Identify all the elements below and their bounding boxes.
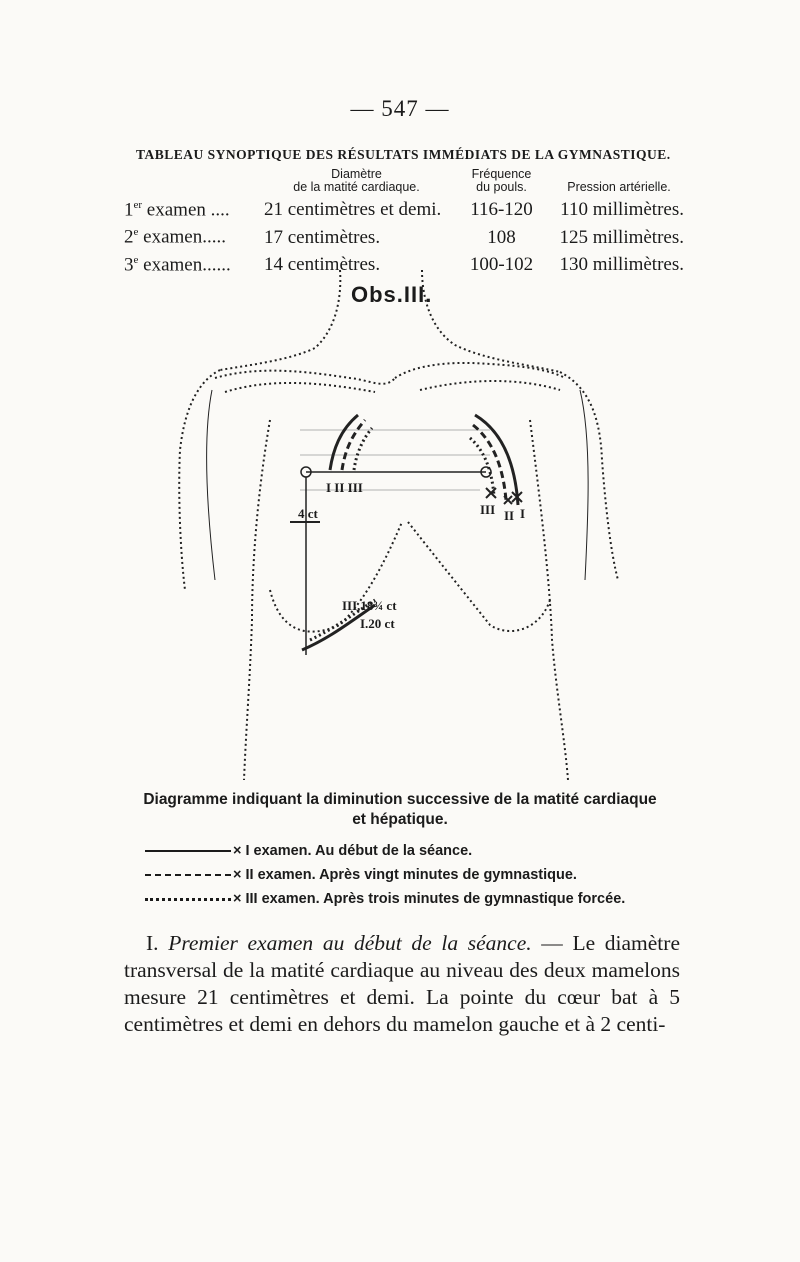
- solid-line-sample: [145, 850, 231, 852]
- header-pressure: Pression artérielle.: [567, 180, 671, 194]
- header-diameter: Diamètre de la matité cardiaque.: [293, 167, 420, 194]
- heart-right-border-1: [475, 415, 518, 505]
- table-header-row: [124, 168, 684, 194]
- right-costal-margin: [408, 522, 550, 631]
- dotted-line-sample: [145, 898, 231, 901]
- table-row: 1er examen .... 21 centimètres et demi. 116-120 110 millimètres.: [124, 199, 684, 221]
- neck-left-outline: [220, 270, 340, 370]
- legend-item-1: × I examen. Au début de la séance.: [145, 843, 705, 859]
- body-paragraph: I. Premier examen au début de la séance. — Le diamètre transversal de la matité cardiaque au niveau des deux mamelons mesure 21 centimètres et demi. La pointe du cœur bat à 5 centimètres et demi en dehors du mamelon gauche et à 2 centi-: [124, 931, 680, 1036]
- dashed-line-sample: [145, 874, 231, 876]
- heart-left-border-3: [354, 428, 372, 470]
- liver-3-label: III,18¾ ct: [342, 598, 397, 613]
- left-shoulder-outline: [179, 370, 220, 590]
- clavicle-lower-left: [225, 383, 375, 392]
- clavicle-lower-right: [420, 381, 560, 390]
- right-mark-1-label: I: [520, 506, 526, 521]
- right-arm-outline: [580, 390, 588, 580]
- apex-cross-2: [504, 496, 512, 504]
- vertical-measure-label: 4 ct: [298, 506, 318, 521]
- table-row: 3e examen...... 14 centimètres. 100-102 130 millimètres.: [124, 253, 684, 275]
- left-clavicle: [215, 371, 395, 384]
- header-pulse: Fréquence du pouls.: [471, 167, 532, 194]
- right-mark-3-label: III: [480, 502, 496, 517]
- figure-title: Obs.III.: [351, 282, 433, 307]
- legend-item-3: × III examen. Après trois minutes de gymnastique forcée.: [145, 891, 705, 907]
- right-clavicle: [395, 363, 565, 378]
- left-arm-outline: [207, 390, 215, 580]
- heart-right-border-2: [473, 425, 506, 500]
- left-marks-label: I II III: [326, 480, 363, 495]
- torso-diagram: [140, 260, 640, 790]
- legend-item-2: × II examen. Après vingt minutes de gymnastique.: [145, 867, 705, 883]
- neck-right-outline: [422, 270, 560, 372]
- right-shoulder-outline: [560, 372, 618, 580]
- heart-left-border-1: [330, 415, 358, 470]
- figure-caption: Diagramme indiquant la diminution successive de la matité cardiaque et hépatique.: [143, 791, 657, 828]
- table-title: TABLEAU SYNOPTIQUE DES RÉSULTATS IMMÉDIATS DE LA GYMNASTIQUE.: [136, 147, 671, 162]
- liver-1-label: I.20 ct: [360, 616, 395, 631]
- left-torso-side: [244, 420, 270, 780]
- table-row: 2e examen..... 17 centimètres. 108 125 millimètres.: [124, 226, 684, 248]
- right-mark-2-label: II: [504, 508, 515, 523]
- page-number: — 547 —: [350, 96, 450, 121]
